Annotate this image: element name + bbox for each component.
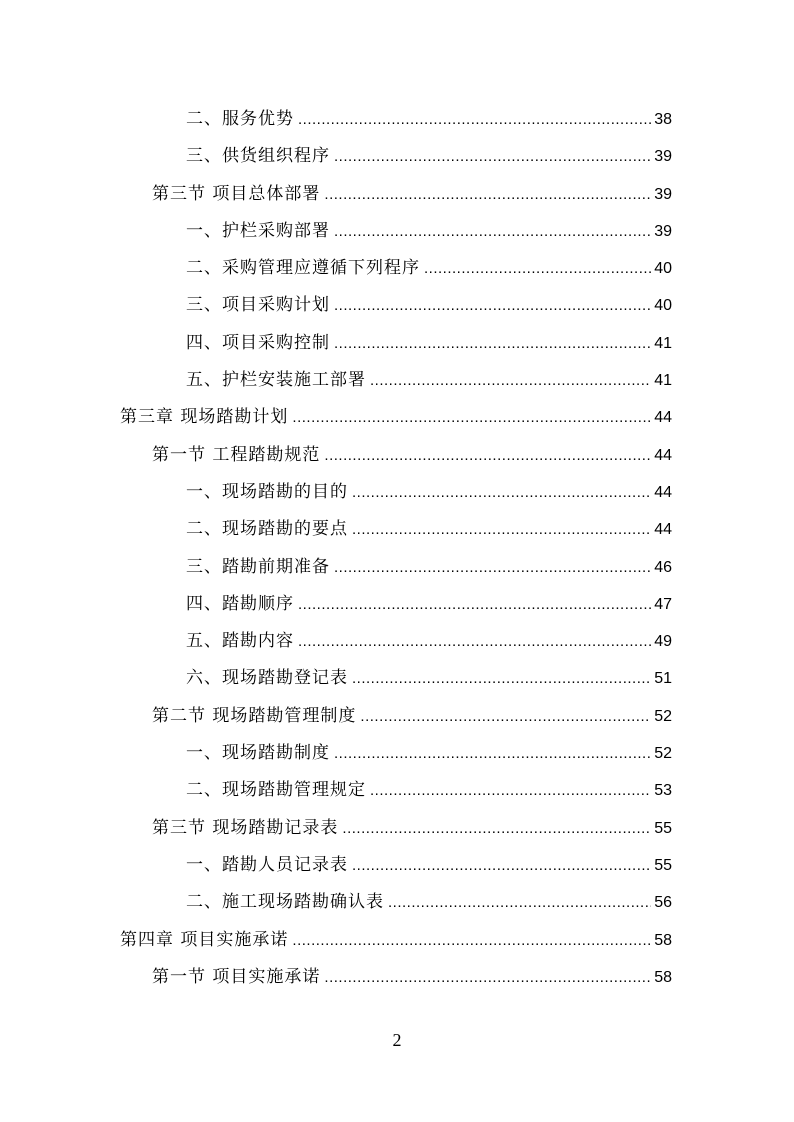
toc-entry[interactable] xyxy=(186,623,672,660)
toc-entry-page: 44 xyxy=(654,521,672,539)
toc-entry-page: 51 xyxy=(654,670,672,688)
toc-entry[interactable] xyxy=(186,101,672,138)
toc-entry-page: 55 xyxy=(654,856,672,874)
toc-entry-page: 52 xyxy=(654,707,672,725)
toc-entry-title: 第三节 项目总体部署 xyxy=(152,183,321,204)
toc-entry[interactable] xyxy=(186,735,672,772)
toc-entry-page: 55 xyxy=(654,819,672,837)
toc-entry[interactable] xyxy=(186,362,672,399)
toc-entry[interactable] xyxy=(152,810,672,847)
toc-entry-title: 五、踏勘内容 xyxy=(186,631,294,652)
toc-dot-leader xyxy=(334,549,651,586)
table-of-contents xyxy=(0,101,794,996)
toc-entry-title: 五、护栏安装施工部署 xyxy=(186,370,366,391)
toc-entry-title: 一、现场踏勘制度 xyxy=(186,743,330,764)
page-number: 2 xyxy=(392,1030,402,1050)
toc-dot-leader xyxy=(324,437,651,474)
toc-entry-title: 四、踏勘顺序 xyxy=(186,593,294,614)
toc-entry-page: 47 xyxy=(654,595,672,613)
toc-entry-title: 一、踏勘人员记录表 xyxy=(186,854,348,875)
toc-entry-page: 44 xyxy=(654,483,672,501)
toc-entry[interactable] xyxy=(186,549,672,586)
toc-entry-title: 第一节 项目实施承诺 xyxy=(152,966,321,987)
toc-entry[interactable] xyxy=(186,847,672,884)
toc-entry-title: 三、踏勘前期准备 xyxy=(186,556,330,577)
toc-dot-leader xyxy=(370,362,651,399)
toc-entry-title: 第一节 工程踏勘规范 xyxy=(152,444,321,465)
toc-entry-page: 58 xyxy=(654,931,672,949)
toc-dot-leader xyxy=(334,138,651,175)
toc-entry-page: 58 xyxy=(654,968,672,986)
toc-dot-leader xyxy=(324,959,651,996)
toc-dot-leader xyxy=(334,735,651,772)
toc-entry-title: 二、施工现场踏勘确认表 xyxy=(186,892,384,913)
toc-dot-leader xyxy=(352,660,651,697)
toc-entry[interactable] xyxy=(186,250,672,287)
toc-entry-page: 40 xyxy=(654,297,672,315)
toc-dot-leader xyxy=(292,399,651,436)
toc-entry-title: 三、供货组织程序 xyxy=(186,146,330,167)
toc-dot-leader xyxy=(424,250,651,287)
toc-entry[interactable] xyxy=(186,287,672,324)
toc-dot-leader xyxy=(352,474,651,511)
toc-entry-title: 第四章 项目实施承诺 xyxy=(120,929,289,950)
toc-entry-page: 39 xyxy=(654,185,672,203)
toc-dot-leader xyxy=(360,698,651,735)
toc-entry[interactable] xyxy=(186,138,672,175)
toc-entry[interactable] xyxy=(186,660,672,697)
toc-entry-title: 第二节 现场踏勘管理制度 xyxy=(152,705,357,726)
toc-entry[interactable] xyxy=(120,399,672,436)
toc-entry[interactable] xyxy=(186,586,672,623)
toc-entry-title: 二、现场踏勘管理规定 xyxy=(186,780,366,801)
toc-entry[interactable] xyxy=(186,325,672,362)
toc-dot-leader xyxy=(352,847,651,884)
toc-entry-title: 二、服务优势 xyxy=(186,109,294,129)
toc-entry-page: 53 xyxy=(654,782,672,800)
toc-entry-title: 三、项目采购计划 xyxy=(186,295,330,316)
toc-entry-title: 一、现场踏勘的目的 xyxy=(186,481,348,502)
toc-entry[interactable] xyxy=(152,959,672,996)
toc-entry-title: 第三节 现场踏勘记录表 xyxy=(152,817,339,838)
toc-entry[interactable] xyxy=(152,437,672,474)
toc-entry-page: 41 xyxy=(654,372,672,390)
toc-entry-page: 46 xyxy=(654,558,672,576)
toc-entry[interactable] xyxy=(120,922,672,959)
toc-entry-title: 二、采购管理应遵循下列程序 xyxy=(186,258,420,279)
toc-entry-title: 六、现场踏勘登记表 xyxy=(186,668,348,689)
toc-entry-page: 39 xyxy=(654,148,672,166)
toc-dot-leader xyxy=(388,884,651,921)
toc-dot-leader xyxy=(298,623,651,660)
toc-dot-leader xyxy=(334,287,651,324)
toc-dot-leader xyxy=(352,511,651,548)
toc-dot-leader xyxy=(334,325,651,362)
toc-dot-leader xyxy=(324,176,651,213)
toc-entry[interactable] xyxy=(186,772,672,809)
toc-entry[interactable] xyxy=(186,474,672,511)
toc-entry-page: 39 xyxy=(654,222,672,240)
toc-dot-leader xyxy=(292,922,651,959)
toc-entry-title: 一、护栏采购部署 xyxy=(186,220,330,241)
toc-entry-title: 二、现场踏勘的要点 xyxy=(186,519,348,540)
toc-entry-page: 52 xyxy=(654,745,672,763)
toc-entry-page: 41 xyxy=(654,334,672,352)
toc-dot-leader xyxy=(298,586,651,623)
toc-entry-page: 38 xyxy=(654,111,672,128)
toc-dot-leader xyxy=(342,810,651,847)
toc-dot-leader xyxy=(370,772,651,809)
toc-entry-title: 第三章 现场踏勘计划 xyxy=(120,407,289,428)
toc-entry-page: 56 xyxy=(654,894,672,912)
toc-entry-page: 44 xyxy=(654,446,672,464)
toc-entry[interactable] xyxy=(186,511,672,548)
toc-entry-page: 40 xyxy=(654,260,672,278)
toc-dot-leader xyxy=(334,213,651,250)
toc-entry-page: 44 xyxy=(654,409,672,427)
toc-dot-leader xyxy=(298,101,651,138)
toc-entry[interactable] xyxy=(152,176,672,213)
toc-entry[interactable] xyxy=(186,213,672,250)
toc-entry-title: 四、项目采购控制 xyxy=(186,332,330,353)
toc-entry[interactable] xyxy=(152,698,672,735)
toc-entry-page: 49 xyxy=(654,633,672,651)
toc-entry[interactable] xyxy=(186,884,672,921)
